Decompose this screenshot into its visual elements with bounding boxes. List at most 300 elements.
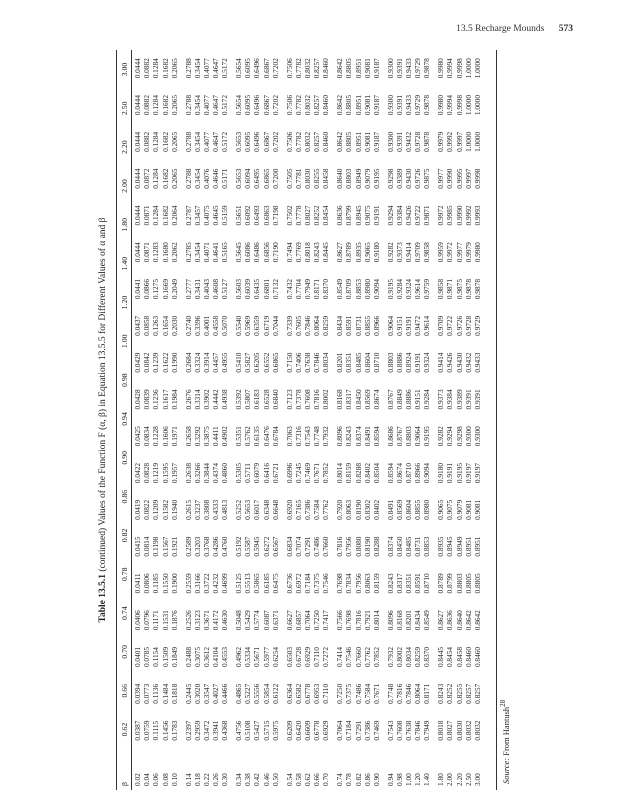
- table-cell: 0.8789: [436, 573, 446, 594]
- table-cell: 0.7769: [293, 242, 303, 263]
- table-cell: 0.1876: [169, 610, 179, 631]
- table-cell: 0.0866: [142, 279, 152, 300]
- table-cell: 0.8460: [321, 131, 331, 152]
- row-beta-value: 0.22: [201, 773, 211, 786]
- table-cell: 0.9875: [454, 279, 464, 300]
- table-cell: 0.9980: [436, 58, 446, 79]
- table-title: [98, 50, 112, 790]
- table-cell: 0.8450: [353, 389, 363, 410]
- table-cell: 0.9081: [463, 499, 473, 520]
- table-cell: 0.7546: [321, 573, 331, 594]
- table-cell: 0.9432: [463, 352, 473, 373]
- table-cell: 0.5653: [234, 131, 244, 152]
- table-cell: 0.6086: [243, 242, 253, 263]
- table-cell: 0.3454: [192, 58, 202, 79]
- table-cell: 0.3166: [192, 573, 202, 594]
- table-cell: 0.5513: [243, 573, 253, 594]
- column-header-alpha: 2.20: [120, 140, 129, 154]
- row-beta-value: 0.14: [183, 773, 193, 786]
- page-number: 573: [558, 24, 573, 34]
- row-beta-value: 0.74: [335, 773, 345, 786]
- table-row: [473, 50, 482, 790]
- table-cell: 0.7608: [302, 389, 312, 410]
- table-cell: 0.8949: [353, 168, 363, 189]
- table-cell: 0.5392: [234, 389, 244, 410]
- table-cell: 0.1921: [169, 536, 179, 557]
- table-row-group: [234, 50, 280, 790]
- table-cell: 0.8951: [353, 131, 363, 152]
- row-beta-value: 3.00: [472, 773, 482, 786]
- table-cell: 0.6867: [261, 58, 271, 79]
- table-cell: 0.6778: [302, 683, 312, 704]
- table-cell: 0.7386: [302, 499, 312, 520]
- table-cell: 0.4647: [211, 131, 221, 152]
- table-cell: 0.8803: [404, 426, 414, 447]
- table-cell: 0.2684: [183, 352, 193, 373]
- table-cell: 0.8980: [422, 499, 432, 520]
- table-cell: 0.4860: [220, 462, 230, 484]
- table-cell: 0.4647: [211, 95, 221, 116]
- table-cell: 0.9195: [385, 279, 395, 300]
- table-cell: 0.9391: [463, 389, 473, 410]
- table-cell: 0.7316: [293, 426, 303, 447]
- column-header-alpha: 0.94: [120, 412, 129, 426]
- table-cell: 0.0759: [142, 720, 152, 741]
- table-cell: 0.8886: [394, 352, 404, 373]
- table-cell: 0.4071: [201, 242, 211, 263]
- table-cell: 0.4001: [201, 315, 211, 336]
- table-cell: 0.7608: [394, 720, 404, 741]
- table-cell: 0.2064: [169, 205, 179, 226]
- table-cell: 0.9282: [436, 426, 446, 447]
- table-cell: 0.9426: [404, 205, 414, 226]
- table-cell: 0.1849: [169, 646, 179, 668]
- table-cell: 0.0401: [133, 646, 142, 668]
- table-cell: 0.2526: [183, 610, 193, 631]
- table-cell: 0.9994: [445, 95, 455, 116]
- table-column-headers: [117, 50, 131, 790]
- table-cell: 0.2559: [183, 573, 193, 594]
- table-cell: 0.8951: [463, 536, 473, 557]
- table-cell: 0.9993: [472, 205, 482, 226]
- table-cell: 0.9187: [371, 58, 381, 79]
- column-header-beta: β: [120, 782, 129, 786]
- table-cell: 0.3722: [201, 573, 211, 594]
- table-cell: 0.8636: [445, 610, 455, 631]
- table-cell: 0.0437: [133, 315, 142, 336]
- table-cell: 0.3454: [192, 242, 202, 263]
- table-cell: 0.8255: [312, 168, 322, 189]
- table-cell: 0.9878: [472, 279, 482, 300]
- table-cell: 0.3902: [201, 389, 211, 410]
- table-row: [372, 50, 381, 790]
- table-cell: 0.8351: [404, 573, 414, 594]
- table-cell: 0.9871: [445, 279, 455, 300]
- table-cell: 0.9094: [371, 279, 381, 300]
- table-row: [202, 50, 211, 790]
- table-row: [335, 50, 344, 790]
- table-cell: 0.8642: [335, 131, 345, 152]
- table-cell: 0.3454: [192, 131, 202, 152]
- table-cell: 0.8064: [312, 315, 322, 336]
- table-cell: 0.8030: [454, 720, 464, 741]
- table-cell: 0.8799: [344, 205, 354, 226]
- table-cell: 0.4647: [211, 58, 221, 79]
- table-row: [170, 50, 179, 790]
- table-cell: 0.9709: [413, 242, 423, 263]
- table-cell: 0.9722: [445, 315, 455, 336]
- table-cell: 0.4442: [211, 389, 221, 410]
- table-cell: 0.6867: [261, 95, 271, 116]
- table-cell: 0.9300: [385, 95, 395, 116]
- table-cell: 0.0444: [133, 131, 142, 152]
- table-cell: 0.8370: [422, 646, 432, 668]
- table-cell: 0.7638: [404, 720, 414, 741]
- table-cell: 0.6496: [252, 131, 262, 152]
- table-cell: 0.2788: [183, 168, 193, 189]
- table-cell: 0.2030: [169, 315, 179, 336]
- table-cell: 0.9722: [413, 205, 423, 226]
- table-cell: 0.8201: [404, 610, 414, 631]
- table-cell: 0.9426: [445, 352, 455, 373]
- table-cell: 0.7502: [284, 205, 294, 226]
- table-cell: 0.9391: [394, 131, 404, 152]
- table-cell: 0.1484: [160, 683, 170, 704]
- table-cell: 0.9878: [463, 279, 473, 300]
- table-cell: 0.1682: [160, 205, 170, 226]
- table-cell: 0.8018: [302, 242, 312, 263]
- table-cell: 0.5653: [234, 168, 244, 189]
- table-cell: 0.6929: [302, 646, 312, 668]
- table-cell: 0.9298: [385, 168, 395, 189]
- table-cell: 0.8034: [321, 352, 331, 373]
- table-cell: 0.7272: [321, 646, 331, 668]
- table-cell: 0.9990: [445, 168, 455, 189]
- table-cell: 0.7956: [353, 573, 363, 594]
- table-cell: 0.7660: [353, 646, 363, 668]
- table-cell: 0.1984: [169, 389, 179, 410]
- table-cell: 0.3075: [192, 646, 202, 668]
- row-beta-value: 1.80: [436, 773, 446, 786]
- running-head-section: 13.5 Recharge Mounds: [456, 24, 545, 34]
- row-beta-value: 0.90: [371, 773, 381, 786]
- table-cell: 0.7486: [312, 536, 322, 557]
- table-cell: 0.7846: [413, 720, 423, 741]
- table-cell: 0.8485: [353, 352, 363, 373]
- table-cell: 0.9878: [422, 95, 432, 116]
- table-cell: 0.8767: [394, 426, 404, 447]
- table-cell: 0.8190: [362, 536, 372, 557]
- table-cell: 0.6493: [252, 205, 262, 226]
- table-cell: 0.8674: [394, 462, 404, 484]
- table-cell: 0.9300: [385, 58, 395, 79]
- table-row: [234, 50, 243, 790]
- table-cell: 0.9282: [385, 242, 395, 263]
- table-cell: 0.2788: [183, 95, 193, 116]
- table-cell: 0.8259: [413, 646, 423, 668]
- table-cell: 0.9977: [454, 242, 464, 263]
- table-cell: 0.8259: [321, 315, 331, 336]
- table-cell: 0.8591: [344, 315, 354, 336]
- table-cell: 0.1284: [151, 95, 161, 116]
- table-cell: 0.9878: [422, 131, 432, 152]
- table-row-group: [285, 50, 331, 790]
- table-cell: 0.3547: [201, 683, 211, 704]
- row-beta-value: 0.82: [353, 773, 363, 786]
- table-cell: 0.9195: [371, 168, 381, 189]
- table-cell: 0.4902: [220, 426, 230, 447]
- table-cell: 0.5540: [234, 315, 244, 336]
- table-cell: 0.2676: [183, 389, 193, 410]
- table-cell: 0.7584: [362, 683, 372, 704]
- table-cell: 0.8686: [385, 426, 395, 447]
- table-cell: 0.1263: [151, 315, 161, 336]
- rotated-table-page: [98, 50, 518, 790]
- table-bottom-rule: [496, 50, 497, 790]
- column-header-alpha: 2.50: [120, 101, 129, 116]
- table-cell: 0.3292: [192, 426, 202, 447]
- table-cell: 0.8190: [353, 499, 363, 520]
- table-row: [464, 50, 473, 790]
- table-cell: 0.9972: [445, 242, 455, 263]
- table-cell: 0.8460: [472, 646, 482, 668]
- table-cell: 0.4865: [234, 683, 244, 704]
- table-cell: 0.9875: [422, 168, 432, 189]
- table-cell: 0.1185: [151, 573, 161, 594]
- table-cell: 0.4411: [211, 426, 221, 447]
- table-cell: 0.0882: [142, 131, 152, 152]
- table-cell: 0.7704: [293, 279, 303, 300]
- table-row: [142, 50, 151, 790]
- table-cell: 0.4374: [211, 462, 221, 484]
- table-cell: 0.6122: [270, 683, 280, 704]
- table-cell: 0.6528: [261, 389, 271, 410]
- table-cell: 0.8257: [472, 683, 482, 704]
- table-cell: 0.9990: [454, 205, 464, 226]
- table-cell: 0.4076: [201, 168, 211, 189]
- table-cell: 0.8731: [413, 536, 423, 557]
- table-row: [395, 50, 404, 790]
- table-cell: 0.1171: [151, 610, 161, 631]
- column-header-alpha: 0.86: [120, 489, 129, 504]
- table-cell: 0.6719: [261, 315, 271, 336]
- table-cell: 0.0425: [133, 426, 142, 447]
- row-beta-value: 0.18: [192, 773, 202, 786]
- running-head: [456, 24, 573, 34]
- table-cell: 0.1239: [151, 352, 161, 373]
- table-cell: 0.9997: [454, 131, 464, 152]
- table-row: [344, 50, 353, 790]
- table-cell: 0.9191: [404, 315, 414, 336]
- table-cell: 0.0444: [133, 95, 142, 116]
- table-cell: 0.6371: [270, 610, 280, 631]
- table-cell: 0.9729: [472, 315, 482, 336]
- table-cell: 0.9430: [454, 352, 464, 373]
- table-cell: 0.5762: [243, 426, 253, 447]
- table-cell: 0.6476: [261, 426, 271, 447]
- table-cell: 0.0871: [142, 242, 152, 263]
- table-cell: 0.8485: [404, 536, 414, 557]
- table-cell: 0.8789: [344, 242, 354, 263]
- table-cell: 0.5654: [234, 58, 244, 79]
- table-cell: 0.9187: [371, 95, 381, 116]
- table-cell: 0.9878: [422, 58, 432, 79]
- table-cell: 0.8351: [344, 352, 354, 373]
- table-cell: 0.8257: [312, 131, 322, 152]
- column-header-alpha: 1.00: [120, 334, 129, 349]
- table-cell: 0.9389: [394, 168, 404, 189]
- table-cell: 0.8803: [454, 573, 464, 594]
- table-cell: 0.9858: [422, 242, 432, 263]
- table-cell: 0.8032: [302, 131, 312, 152]
- table-cell: 0.7506: [284, 95, 294, 116]
- table-cell: 0.1284: [151, 205, 161, 226]
- table-cell: 0.0387: [133, 720, 142, 741]
- table-cell: 0.8949: [454, 536, 464, 557]
- table-row: [422, 50, 431, 790]
- table-cell: 0.7165: [293, 499, 303, 520]
- table-cell: 0.5172: [220, 95, 230, 116]
- table-cell: 0.7432: [284, 279, 294, 300]
- table-cell: 0.8434: [335, 315, 345, 336]
- table-cell: 0.7566: [335, 610, 345, 631]
- table-cell: 0.9300: [385, 131, 395, 152]
- table-cell: 0.9384: [445, 389, 455, 410]
- table-cell: 0.2065: [169, 95, 179, 116]
- table-cell: 0.4756: [234, 720, 244, 741]
- table-cell: 0.0882: [142, 95, 152, 116]
- table-cell: 0.9972: [436, 205, 446, 226]
- table-cell: 0.8710: [371, 352, 381, 373]
- row-beta-value: 1.00: [404, 773, 414, 786]
- table-row: [271, 50, 280, 790]
- table-cell: 0.6865: [261, 168, 271, 189]
- table-cell: 0.7921: [362, 610, 372, 631]
- table-cell: 0.6087: [261, 610, 271, 631]
- row-beta-value: 1.20: [413, 773, 423, 786]
- source-label: Source:: [500, 757, 511, 784]
- table-cell: 0.9985: [445, 205, 455, 226]
- table-cell: 0.5334: [243, 646, 253, 668]
- table-cell: 0.4232: [211, 573, 221, 594]
- table-cell: 0.2638: [183, 462, 193, 484]
- table-row: [455, 50, 464, 790]
- row-beta-value: 2.00: [445, 773, 455, 786]
- table-cell: 0.2788: [183, 131, 193, 152]
- table-cell: 0.7660: [321, 536, 331, 557]
- table-cell: 0.8014: [335, 462, 345, 484]
- table-cell: 0.8252: [445, 683, 455, 704]
- row-beta-value: 0.04: [142, 773, 152, 786]
- table-cell: 0.7202: [270, 58, 280, 79]
- row-beta-value: 1.40: [422, 773, 432, 786]
- table-cell: 0.8642: [463, 610, 473, 631]
- table-cell: 0.1595: [160, 462, 170, 484]
- table-cell: 0.2615: [183, 499, 193, 520]
- table-cell: 0.9979: [436, 131, 446, 152]
- table-cell: 0.7932: [385, 646, 395, 668]
- row-beta-value: 2.50: [463, 773, 473, 786]
- table-cell: 1.0000: [472, 58, 482, 79]
- table-cell: 0.9187: [371, 131, 381, 152]
- table-cell: 0.5227: [243, 683, 253, 704]
- table-cell: 0.9294: [385, 205, 395, 226]
- table-row: [363, 50, 372, 790]
- table-cell: 0.8317: [394, 573, 404, 594]
- table-cell: 0.3020: [192, 683, 202, 704]
- table-cell: 0.3454: [192, 168, 202, 189]
- table-cell: 0.9977: [436, 168, 446, 189]
- table-cell: 0.1284: [151, 168, 161, 189]
- table-cell: 0.6017: [252, 499, 262, 520]
- table-cell: 0.8450: [394, 536, 404, 557]
- table-cell: 0.3914: [201, 352, 211, 373]
- table-cell: 0.7816: [394, 683, 404, 704]
- table-cell: 0.8924: [404, 352, 414, 373]
- table-cell: 0.2785: [183, 242, 193, 263]
- table-cell: 0.1284: [151, 58, 161, 79]
- table-cell: 0.4333: [211, 499, 221, 520]
- table-cell: 0.6953: [312, 683, 322, 704]
- table-cell: 0.7190: [270, 242, 280, 263]
- table-cell: 0.9433: [404, 58, 414, 79]
- table-cell: 0.8171: [422, 683, 432, 704]
- table-cell: 0.9414: [404, 242, 414, 263]
- row-beta-value: 0.66: [312, 773, 322, 786]
- table-cell: 0.2658: [183, 426, 193, 447]
- row-beta-value: 2.20: [454, 773, 464, 786]
- table-cell: 0.8966: [371, 315, 381, 336]
- table-cell: 0.7184: [302, 573, 312, 594]
- table-cell: 0.8243: [385, 573, 395, 594]
- table-cell: 0.2065: [169, 131, 179, 152]
- table-cell: 0.7698: [344, 610, 354, 631]
- row-beta-value: 0.30: [220, 773, 230, 786]
- table-cell: 0.7198: [270, 205, 280, 226]
- table-cell: 0.3472: [201, 720, 211, 741]
- table-cell: 0.3454: [192, 95, 202, 116]
- table-cell: 0.0871: [142, 205, 152, 226]
- row-beta-value: 0.94: [385, 773, 395, 786]
- table-cell: 0.9180: [371, 242, 381, 263]
- table-cell: 0.6495: [252, 168, 262, 189]
- table-cell: 0.7920: [335, 499, 345, 520]
- table-cell: 1.0000: [463, 131, 473, 152]
- table-cell: 0.9284: [394, 279, 404, 300]
- table-cell: 0.9959: [436, 242, 446, 263]
- table-cell: 0.2397: [183, 720, 193, 741]
- table-cell: 0.6135: [252, 426, 262, 447]
- table-cell: 0.0785: [142, 646, 152, 668]
- table-cell: 0.7698: [335, 573, 345, 594]
- table-row: [151, 50, 160, 790]
- table-cell: 0.8491: [385, 499, 395, 520]
- table-cell: 0.1531: [160, 610, 170, 631]
- table-cell: 0.7417: [321, 610, 331, 631]
- table-cell: 0.3123: [192, 610, 202, 631]
- table-cell: 0.4646: [211, 168, 221, 189]
- table-cell: 0.6552: [261, 352, 271, 373]
- table-cell: 0.9980: [436, 95, 446, 116]
- table-cell: 0.8374: [385, 536, 395, 557]
- table-number: Table 13.5.1: [98, 574, 108, 623]
- table-cell: 0.4955: [220, 352, 230, 373]
- table-cell: 0.9992: [445, 131, 455, 152]
- table-cell: 0.7150: [284, 352, 294, 373]
- table-cell: 0.8014: [371, 610, 381, 631]
- table-cell: 0.9384: [394, 205, 404, 226]
- table-cell: 0.8243: [436, 683, 446, 704]
